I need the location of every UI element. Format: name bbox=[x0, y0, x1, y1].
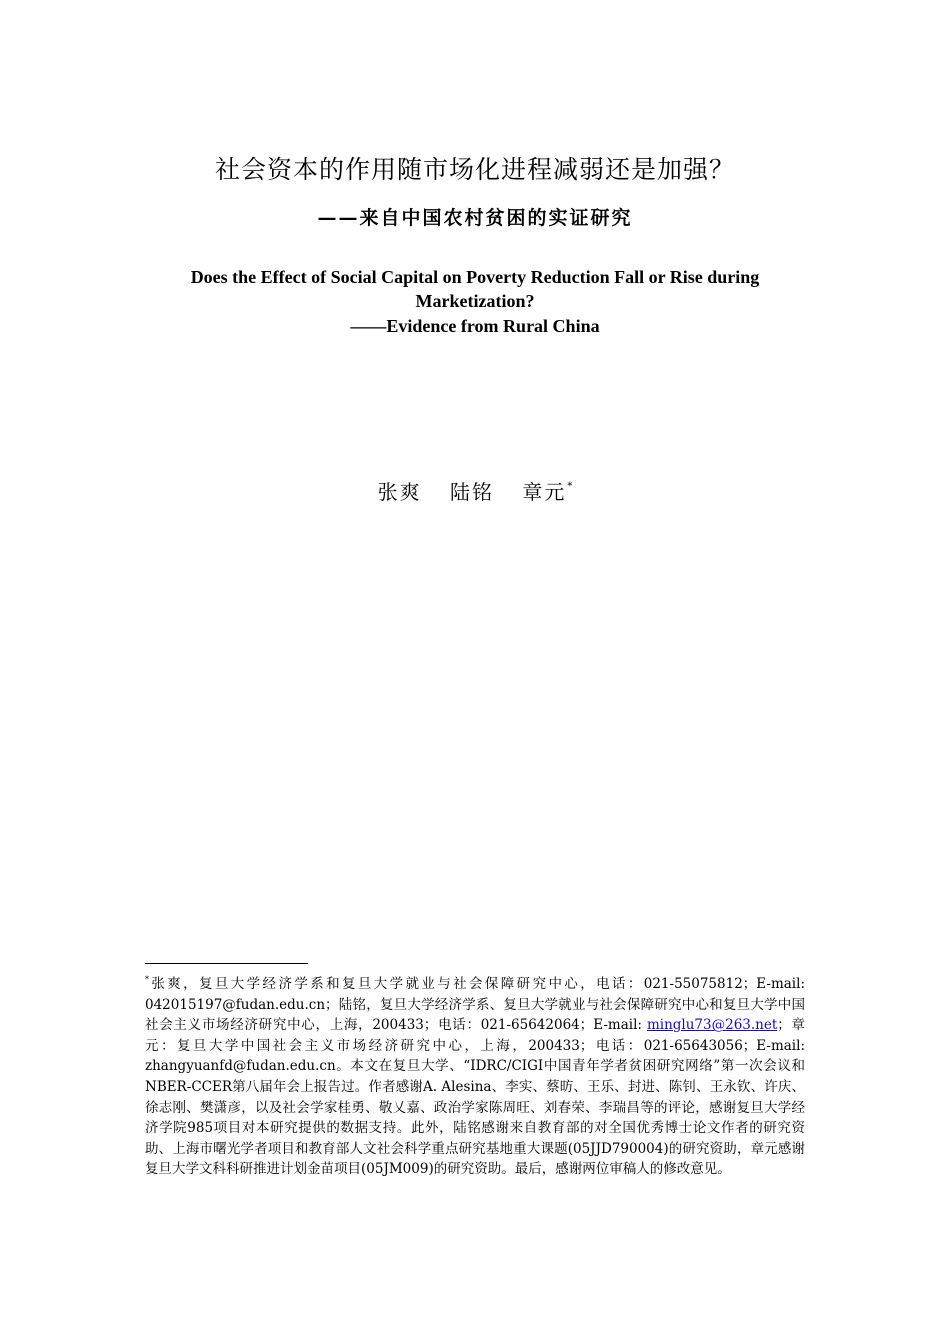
footnote-text-part1: 张爽，复旦大学经济学系和复旦大学就业与社会保障研究中心，电话：021-55075812；E-mail: 042015197@fudan.edu.cn；陆铭，复旦大学经济学系、复旦大学就业与社会保障研究中心和复旦大学中国社会主义市场经济研究中心，上海，200433；电话：021-65642064；E-mail: bbox=[145, 976, 805, 1034]
paper-subtitle-en: ——Evidence from Rural China bbox=[350, 316, 600, 336]
footnote bbox=[145, 970, 805, 1180]
footnote-mark: * bbox=[145, 975, 149, 984]
email-link[interactable]: minglu73@263.net bbox=[646, 1017, 778, 1034]
author-name: 张爽 bbox=[377, 480, 422, 504]
author-3 bbox=[522, 476, 572, 505]
paper-subtitle-cn: ——来自中国农村贫困的实证研究 bbox=[317, 207, 633, 229]
footnote-separator bbox=[145, 963, 308, 964]
footnote-mark: * bbox=[567, 481, 573, 492]
author-name: 陆铭 bbox=[450, 480, 494, 504]
footnote-text-part2: ；章元：复旦大学中国社会主义市场经济研究中心，上海，200433；电话：021-65643056；E-mail: zhangyuanfd@fudan.edu.cn。本文在复旦大学、“IDRC/CIGI中国青年学者贫困研究网络”第一次会议和NBER-CCER第八届年会上报告过。作者感谢A. Alesina、李实、蔡昉、王乐、封进、陈钊、王永钦、许庆、徐志刚、樊潇彦，以及社会学家桂勇、敬乂嘉、政治学家陈周旺、刘春荣、李瑞昌等的评论，感谢复旦大学经济学院985项目对本研究提供的数据支持。此外，陆铭感谢来自教育部的对全国优秀博士论文作者的研究资助、上海市曙光学者项目和教育部人文社会科学重点研究基地重大课题(05JJD790004)的研究资助，章元感谢复旦大学文科科研推进计划金苗项目(05JM009)的研究资助。最后，感谢两位审稿人的修改意见。 bbox=[145, 1017, 805, 1178]
author-1 bbox=[378, 476, 422, 505]
author-name: 章元 bbox=[522, 480, 567, 504]
paper-title-en: Does the Effect of Social Capital on Poverty Reduction Fall or Rise during Marketization? bbox=[190, 267, 760, 311]
paper-title-cn: 社会资本的作用随市场化进程减弱还是加强？ bbox=[214, 155, 735, 184]
author-list bbox=[0, 476, 950, 505]
author-2 bbox=[450, 476, 494, 505]
